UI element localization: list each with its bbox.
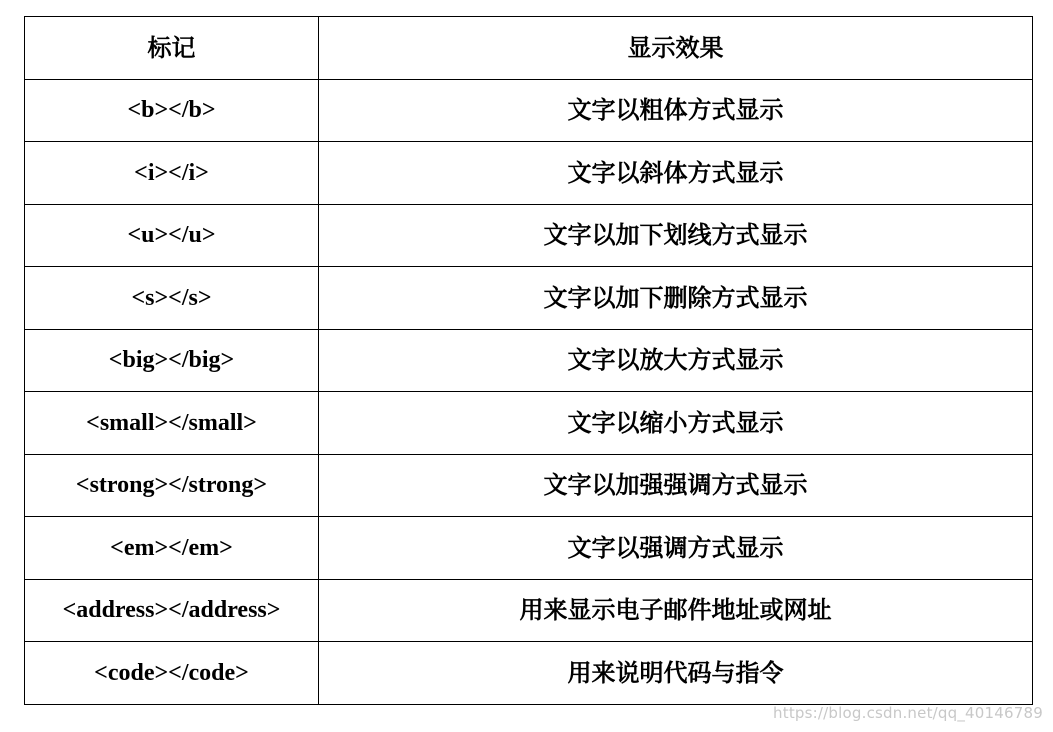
table-row <box>25 517 1033 580</box>
table-row <box>25 267 1033 330</box>
row-tag-cell: <i></i> <box>25 142 319 205</box>
row-effect-cell: 文字以强调方式显示 <box>319 517 1033 580</box>
table-header-row <box>25 17 1033 80</box>
row-effect-cell: 用来说明代码与指令 <box>319 642 1033 705</box>
table-row <box>25 329 1033 392</box>
tag-effect-table <box>24 16 1033 705</box>
row-effect-cell: 文字以加强强调方式显示 <box>319 454 1033 517</box>
row-tag-cell: <small></small> <box>25 392 319 455</box>
row-tag-cell: <code></code> <box>25 642 319 705</box>
header-tag: 标记 <box>25 17 319 80</box>
table-row <box>25 79 1033 142</box>
table-row <box>25 454 1033 517</box>
row-effect-cell: 用来显示电子邮件地址或网址 <box>319 579 1033 642</box>
row-effect-cell: 文字以斜体方式显示 <box>319 142 1033 205</box>
row-tag-cell: <strong></strong> <box>25 454 319 517</box>
row-effect-cell: 文字以加下删除方式显示 <box>319 267 1033 330</box>
row-tag-cell: <s></s> <box>25 267 319 330</box>
row-tag-cell: <address></address> <box>25 579 319 642</box>
table-row <box>25 142 1033 205</box>
watermark-text: https://blog.csdn.net/qq_40146789 <box>773 704 1043 722</box>
row-tag-cell: <big></big> <box>25 329 319 392</box>
table-row <box>25 392 1033 455</box>
header-effect: 显示效果 <box>319 17 1033 80</box>
table-row <box>25 642 1033 705</box>
row-effect-cell: 文字以放大方式显示 <box>319 329 1033 392</box>
row-tag-cell: <b></b> <box>25 79 319 142</box>
row-effect-cell: 文字以缩小方式显示 <box>319 392 1033 455</box>
row-tag-cell: <u></u> <box>25 204 319 267</box>
table-row <box>25 204 1033 267</box>
row-effect-cell: 文字以加下划线方式显示 <box>319 204 1033 267</box>
row-effect-cell: 文字以粗体方式显示 <box>319 79 1033 142</box>
row-tag-cell: <em></em> <box>25 517 319 580</box>
table-row <box>25 579 1033 642</box>
